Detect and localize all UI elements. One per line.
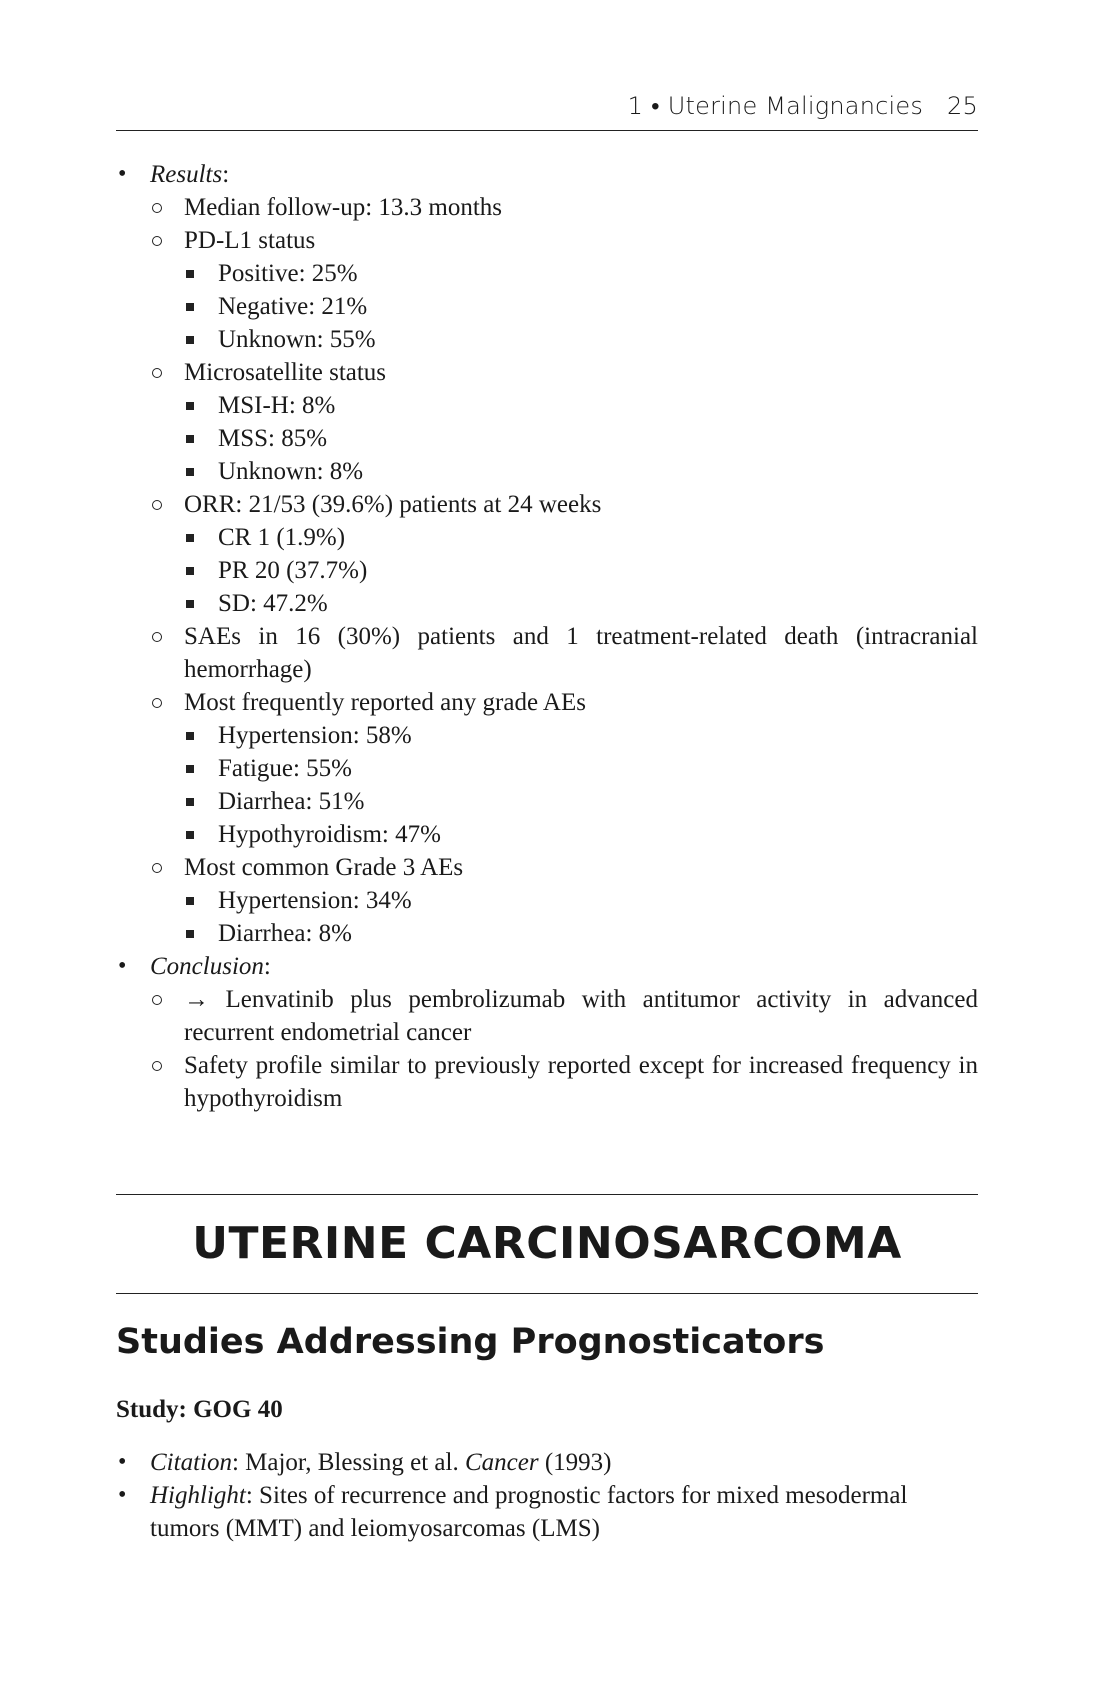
list-item: SAEs in 16 (30%) patients and 1 treatment-related death (intracranial hemorrhage) xyxy=(150,620,978,686)
list-item: Hypertension: 34% xyxy=(184,884,978,917)
section-rule-bottom xyxy=(116,1293,978,1294)
results-sublist xyxy=(150,191,978,950)
pdl1-list xyxy=(184,257,978,356)
list-item: Unknown: 8% xyxy=(184,455,978,488)
citation-label: Citation xyxy=(150,1449,232,1476)
microsatellite-label: Microsatellite status xyxy=(184,359,387,386)
list-item: Fatigue: 55% xyxy=(184,752,978,785)
list-item: PR 20 (37.7%) xyxy=(184,554,978,587)
orr-list xyxy=(184,521,978,620)
list-item: Positive: 25% xyxy=(184,257,978,290)
study-list xyxy=(116,1446,978,1545)
conclusion-sublist xyxy=(150,983,978,1115)
chapter-title-running: Uterine Malignancies xyxy=(667,92,924,120)
study-heading: Study: GOG 40 xyxy=(116,1396,283,1423)
grade3-list xyxy=(184,884,978,950)
list-item: Negative: 21% xyxy=(184,290,978,323)
header-rule xyxy=(116,130,978,131)
list-item xyxy=(150,851,978,950)
conclusion-label: Conclusion xyxy=(150,953,264,980)
orr-label: ORR: 21/53 (39.6%) patients at 24 weeks xyxy=(184,491,602,518)
microsatellite-list xyxy=(184,389,978,488)
list-item: SD: 47.2% xyxy=(184,587,978,620)
chapter-number: 1 xyxy=(627,92,644,120)
list-item: Diarrhea: 8% xyxy=(184,917,978,950)
list-item: Hypertension: 58% xyxy=(184,719,978,752)
list-item: Unknown: 55% xyxy=(184,323,978,356)
list-item xyxy=(150,488,978,620)
list-item xyxy=(150,224,978,356)
results-section xyxy=(116,158,978,1115)
list-item: Hypothyroidism: 47% xyxy=(184,818,978,851)
chapter-heading: UTERINE CARCINOSARCOMA xyxy=(192,1218,902,1269)
list-item: Diarrhea: 51% xyxy=(184,785,978,818)
highlight-item xyxy=(116,1479,978,1545)
list-item: → Lenvatinib plus pembrolizumab with antitumor activity in advanced recurrent endometrial cancer xyxy=(150,983,978,1049)
highlight-label: Highlight xyxy=(150,1482,246,1509)
any-grade-label: Most frequently reported any grade AEs xyxy=(184,689,586,716)
citation-text: : Major, Blessing et al. xyxy=(231,1449,465,1476)
conclusion-item: • Conclusion: → Lenvatinib plus pembrolizumab with antitumor activity in advanced recurrent endometrial cancer Safety profile similar to previously reported except for increased frequency in hypothyroidism xyxy=(116,950,978,1115)
any-grade-list xyxy=(184,719,978,851)
list-item: Safety profile similar to previously reported except for increased frequency in hypothyroidism xyxy=(150,1049,978,1115)
results-label: Results xyxy=(150,161,223,188)
page-number: 25 xyxy=(947,92,978,120)
list-item: MSS: 85% xyxy=(184,422,978,455)
study-details xyxy=(116,1446,978,1545)
citation-journal: Cancer xyxy=(464,1449,539,1476)
pdl1-label: PD-L1 status xyxy=(184,227,316,254)
top-level-list xyxy=(116,158,978,1115)
results-item: • Results: Median follow-up: 13.3 months PD-L1 status Positive: 25% Negative: 21% Unknown: 55% Microsatellite status MSI-H: 8% MSS: 85% Unknown: 8% ORR: 21/53 (39.6%) patients at 24 weeks CR 1 (1.9%) PR 20 (37.7%) SD: 47.2% SAEs in 16 (30%) patients and 1 treatment-related death (intracranial hemorrhage) Most frequently reported any grade AEs Hypertension: 58% Fatigue: 55% Diarrhea: 51% Hypothyroidism: 47% Most common Grade 3 AEs Hypertension: 34% Diarrhea: 8% xyxy=(116,158,978,950)
highlight-text: : Sites of recurrence and prognostic factors for mixed mesodermal tumors (MMT) and leiomyosarcomas (LMS) xyxy=(150,1482,908,1542)
section-rule-top xyxy=(116,1194,978,1195)
list-item xyxy=(150,686,978,851)
running-head-separator: • xyxy=(651,92,660,120)
section-heading: Studies Addressing Prognosticators xyxy=(116,1322,825,1362)
list-item: Median follow-up: 13.3 months xyxy=(150,191,978,224)
list-item xyxy=(150,356,978,488)
list-item: MSI-H: 8% xyxy=(184,389,978,422)
citation-item xyxy=(116,1446,978,1479)
citation-year: (1993) xyxy=(538,1449,612,1476)
running-head xyxy=(628,92,978,121)
grade3-label: Most common Grade 3 AEs xyxy=(184,854,464,881)
list-item: CR 1 (1.9%) xyxy=(184,521,978,554)
